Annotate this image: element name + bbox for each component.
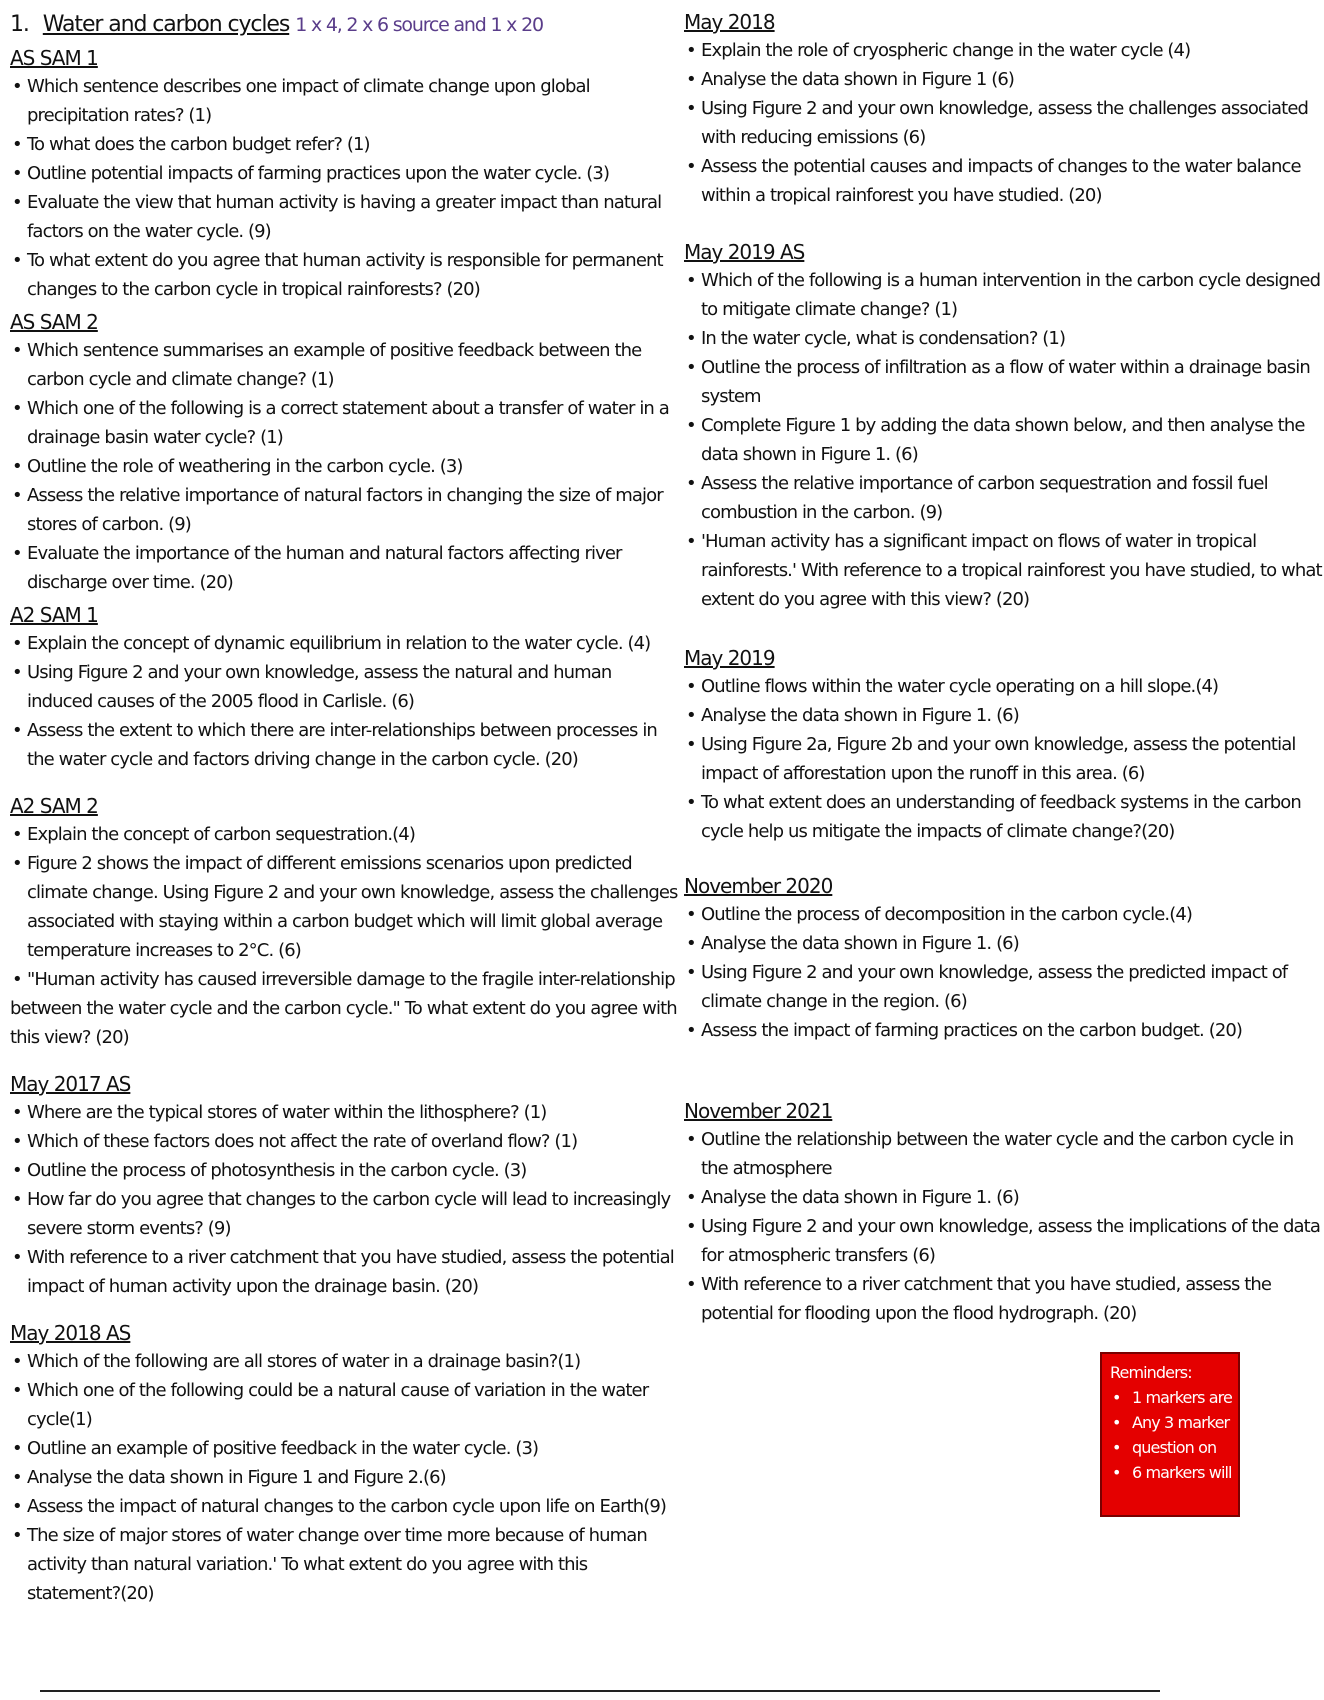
question-list <box>10 629 680 774</box>
left-column <box>10 10 680 1608</box>
reminder-item: • 6 markers will <box>1110 1460 1230 1485</box>
question-item: • Figure 2 shows the impact of different emissions scenarios upon predicted climate change. Using Figure 2 and your own knowledge, assess the challenges associated with staying within a carbon budget which will limit global average temperature increases to 2°C. (6) <box>10 849 680 965</box>
question-list <box>10 336 680 597</box>
question-item: • The size of major stores of water change over time more because of human activity than natural variation.' To what extent do you agree with this statement?(20) <box>10 1521 680 1608</box>
question-item: • To what extent does an understanding of feedback systems in the carbon cycle help us mitigate the impacts of climate change?(20) <box>684 788 1324 846</box>
section-november-2021 <box>684 1097 1324 1328</box>
title-number: 1. <box>10 12 29 37</box>
section-heading: A2 SAM 2 <box>10 794 98 818</box>
question-item: • Analyse the data shown in Figure 1. (6) <box>684 929 1324 958</box>
question-item: • Outline flows within the water cycle operating on a hill slope.(4) <box>684 672 1324 701</box>
section-as-sam-1 <box>10 44 680 304</box>
reminders-box <box>1100 1352 1240 1517</box>
section-may-2018-as <box>10 1319 680 1608</box>
section-may-2019-as <box>684 238 1324 614</box>
section-november-2020 <box>684 872 1324 1045</box>
section-heading: November 2021 <box>684 1099 833 1123</box>
section-may-2017-as <box>10 1070 680 1301</box>
question-list <box>10 1347 680 1608</box>
question-item: • Evaluate the view that human activity is having a greater impact than natural factors on the water cycle. (9) <box>10 188 680 246</box>
question-item: • Outline an example of positive feedback in the water cycle. (3) <box>10 1434 680 1463</box>
question-item: • Analyse the data shown in Figure 1. (6) <box>684 1183 1324 1212</box>
question-list <box>10 820 680 994</box>
question-item: • To what does the carbon budget refer? (1) <box>10 130 680 159</box>
question-item: • Using Figure 2 and your own knowledge, assess the challenges associated with reducing emissions (6) <box>684 94 1324 152</box>
question-item: • Explain the concept of carbon sequestration.(4) <box>10 820 680 849</box>
question-item: • Assess the relative importance of natural factors in changing the size of major stores of carbon. (9) <box>10 481 680 539</box>
section-may-2019 <box>684 644 1324 846</box>
question-item: • Using Figure 2 and your own knowledge, assess the natural and human induced causes of the 2005 flood in Carlisle. (6) <box>10 658 680 716</box>
question-list <box>10 72 680 304</box>
question-item: • Outline the relationship between the water cycle and the carbon cycle in the atmosphere <box>684 1125 1324 1183</box>
question-list <box>684 900 1324 1045</box>
question-item: • Assess the relative importance of carbon sequestration and fossil fuel combustion in the carbon. (9) <box>684 469 1324 527</box>
question-item: • Outline the role of weathering in the carbon cycle. (3) <box>10 452 680 481</box>
section-heading: AS SAM 2 <box>10 310 98 334</box>
question-item: • 'Human activity has a significant impact on flows of water in tropical rainforests.' With reference to a tropical rainforest you have studied, to what extent do you agree with this view? (20) <box>684 527 1324 614</box>
section-heading: May 2018 AS <box>10 1321 131 1345</box>
page-title <box>10 10 680 40</box>
question-item: • Assess the potential causes and impacts of changes to the water balance within a tropical rainforest you have studied. (20) <box>684 152 1324 210</box>
question-item: • With reference to a river catchment that you have studied, assess the potential impact of human activity upon the drainage basin. (20) <box>10 1243 680 1301</box>
question-item: • Assess the impact of natural changes to the carbon cycle upon life on Earth(9) <box>10 1492 680 1521</box>
question-item: • Which sentence summarises an example of positive feedback between the carbon cycle and climate change? (1) <box>10 336 680 394</box>
question-item: • Which one of the following could be a natural cause of variation in the water cycle(1) <box>10 1376 680 1434</box>
question-item: • In the water cycle, what is condensation? (1) <box>684 324 1324 353</box>
question-item: • Explain the role of cryospheric change in the water cycle (4) <box>684 36 1324 65</box>
right-sections <box>684 8 1324 1328</box>
question-item: • Outline the process of decomposition in the carbon cycle.(4) <box>684 900 1324 929</box>
question-item: • Assess the extent to which there are inter-relationships between processes in the water cycle and factors driving change in the carbon cycle. (20) <box>10 716 680 774</box>
question-list <box>684 672 1324 846</box>
question-list <box>10 1098 680 1301</box>
reminders-list <box>1110 1385 1230 1485</box>
question-item: • Analyse the data shown in Figure 1 and Figure 2.(6) <box>10 1463 680 1492</box>
question-item: • With reference to a river catchment that you have studied, assess the potential for flooding upon the flood hydrograph. (20) <box>684 1270 1324 1328</box>
question-item: • Analyse the data shown in Figure 1 (6) <box>684 65 1324 94</box>
title-text: Water and carbon cycles <box>42 12 290 37</box>
reminder-item: • question on <box>1110 1435 1230 1460</box>
section-heading: May 2018 <box>684 10 775 34</box>
question-item: • Which of the following is a human intervention in the carbon cycle designed to mitigate climate change? (1) <box>684 266 1324 324</box>
question-item: • Assess the impact of farming practices on the carbon budget. (20) <box>684 1016 1324 1045</box>
reminders-title: Reminders: <box>1110 1363 1192 1382</box>
question-item: • Using Figure 2a, Figure 2b and your own knowledge, assess the potential impact of afforestation upon the runoff in this area. (6) <box>684 730 1324 788</box>
section-a2-sam-2 <box>10 792 680 1052</box>
right-column <box>684 8 1324 1328</box>
question-item: • To what extent do you agree that human activity is responsible for permanent changes to the carbon cycle in tropical rainforests? (20) <box>10 246 680 304</box>
section-heading: AS SAM 1 <box>10 46 98 70</box>
question-item: • "Human activity has caused irreversible damage to the fragile inter-relationship <box>10 965 680 994</box>
question-item: • Which one of the following is a correct statement about a transfer of water in a drainage basin water cycle? (1) <box>10 394 680 452</box>
question-item: • Where are the typical stores of water within the lithosphere? (1) <box>10 1098 680 1127</box>
question-item: • Which of the following are all stores of water in a drainage basin?(1) <box>10 1347 680 1376</box>
reminder-item: • Any 3 marker <box>1110 1410 1230 1435</box>
question-item: • Evaluate the importance of the human and natural factors affecting river discharge over time. (20) <box>10 539 680 597</box>
section-heading: May 2019 <box>684 646 775 670</box>
question-list <box>684 266 1324 614</box>
question-list <box>684 1125 1324 1328</box>
question-list <box>684 36 1324 210</box>
question-item: • Explain the concept of dynamic equilibrium in relation to the water cycle. (4) <box>10 629 680 658</box>
question-item: • How far do you agree that changes to the carbon cycle will lead to increasingly severe storm events? (9) <box>10 1185 680 1243</box>
section-a2-sam-1 <box>10 601 680 774</box>
question-item: • Which of these factors does not affect the rate of overland flow? (1) <box>10 1127 680 1156</box>
question-item: • Using Figure 2 and your own knowledge, assess the implications of the data for atmospheric transfers (6) <box>684 1212 1324 1270</box>
section-heading: A2 SAM 1 <box>10 603 98 627</box>
section-heading: November 2020 <box>684 874 833 898</box>
footer-divider <box>40 1690 1160 1692</box>
reminder-item: • 1 markers are <box>1110 1385 1230 1410</box>
section-as-sam-2 <box>10 308 680 597</box>
left-sections <box>10 44 680 1608</box>
question-item: • Complete Figure 1 by adding the data shown below, and then analyse the data shown in Figure 1. (6) <box>684 411 1324 469</box>
question-item: • Which sentence describes one impact of climate change upon global precipitation rates? (1) <box>10 72 680 130</box>
section-may-2018 <box>684 8 1324 210</box>
question-item: • Outline the process of infiltration as a flow of water within a drainage basin system <box>684 353 1324 411</box>
title-subtitle: 1 x 4, 2 x 6 source and 1 x 20 <box>295 14 543 36</box>
section-heading: May 2019 AS <box>684 240 805 264</box>
question-item: • Outline the process of photosynthesis in the carbon cycle. (3) <box>10 1156 680 1185</box>
question-item: • Outline potential impacts of farming practices upon the water cycle. (3) <box>10 159 680 188</box>
section-heading: May 2017 AS <box>10 1072 131 1096</box>
question-item: • Using Figure 2 and your own knowledge, assess the predicted impact of climate change in the region. (6) <box>684 958 1324 1016</box>
question-continuation: between the water cycle and the carbon cycle." To what extent do you agree with this view? (20) <box>10 998 677 1048</box>
question-item: • Analyse the data shown in Figure 1. (6) <box>684 701 1324 730</box>
